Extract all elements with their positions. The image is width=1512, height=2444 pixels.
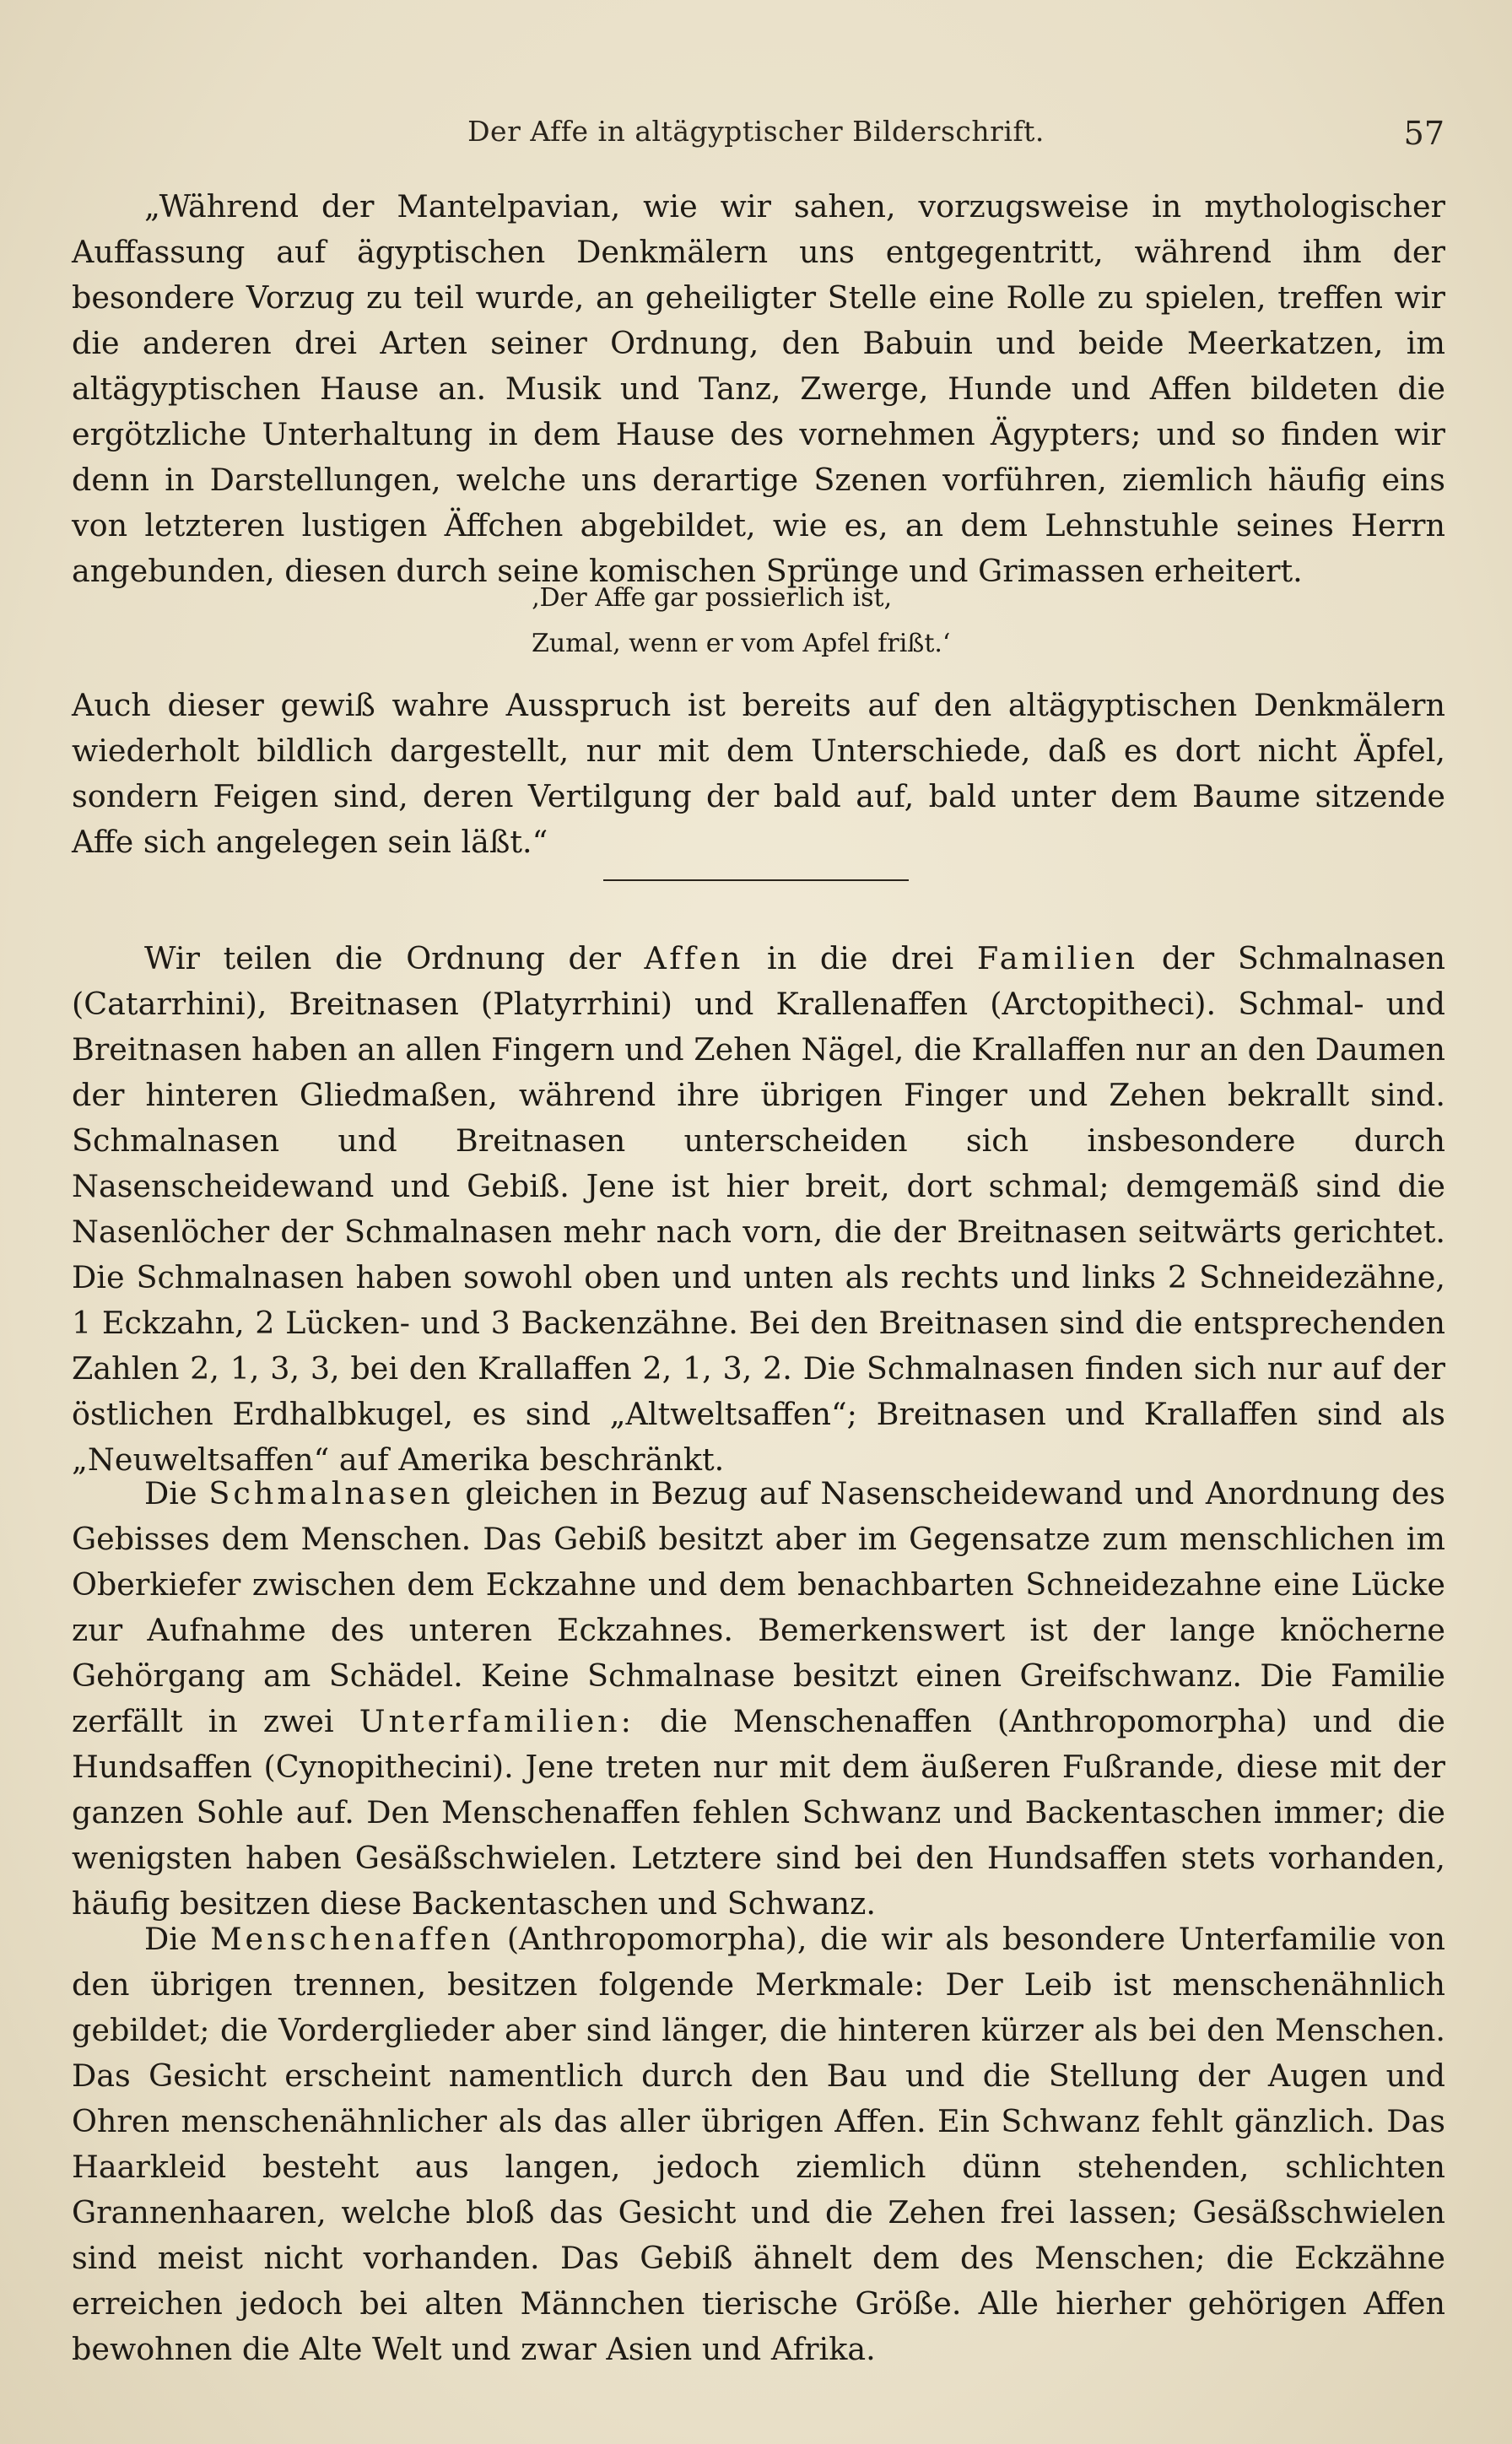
text-run: Die [144,1475,209,1511]
body-block-1 [72,936,1445,1483]
text-run: gleichen in Bezug auf Nasenscheidewand und Anordnung des Gebisses dem Menschen. Das Gebiß besitzt aber im Gegensatze zum menschlichen im Oberkiefer zwischen dem Eckzahne und dem benachbarten Schneidezahne eine Lücke zur Aufnahme des unteren Eckzahnes. Bemerkenswert ist der lange knöcherne Gehörgang am Schädel. Keine Schmalnase besitzt einen Greifschwanz. Die Familie zerfällt in zwei [72,1475,1445,1739]
spaced-term: Affen [644,940,744,976]
text-run: in die drei [743,940,977,976]
text-run: (Anthropomorpha), die wir als besondere Unterfamilie von den übrigen trennen, besitzen folgende Merkmale: Der Leib ist menschenähnlich gebildet; die Vorderglieder aber sind länger, die hinteren kürzer als bei den Menschen. Das Gesicht erscheint namentlich durch den Bau und die Stellung der Augen und Ohren menschenähnlicher als das aller übrigen Affen. Ein Schwanz fehlt gänzlich. Das Haarkleid besteht aus langen, jedoch ziemlich dünn stehenden, schlichten Grannenhaaren, welche bloß das Gesicht und die Zehen frei lassen; Gesäßschwielen sind meist nicht vorhanden. Das Gebiß ähnelt dem des Menschen; die Eckzähne erreichen jedoch bei alten Männchen tierische Größe. Alle hierher gehörigen Affen bewohnen die Alte Welt und zwar Asien und Afrika. [72,1921,1445,2367]
spaced-term: Menschenaffen [210,1921,494,1957]
section-divider [603,879,909,881]
quote-intro-block [72,184,1445,594]
text-run: Wir teilen die Ordnung der [144,940,645,976]
quote-closing-block [72,683,1445,865]
running-head: Der Affe in altägyptischer Bilderschrift. [467,115,1045,148]
text-run: Die [144,1921,211,1957]
verse-line: Zumal, wenn er vom Apfel frißt.‘ [532,629,951,658]
verse-line: ‚Der Affe gar possierlich ist, [532,583,893,613]
body-block-3 [72,1917,1445,2372]
body-paragraph-3 [72,1917,1445,2372]
quote-intro-paragraph: „Während der Mantelpavian, wie wir sahen, vorzugsweise in mythologischer Auffassung auf ägyptischen Denkmälern uns entgegentritt, während ihm der besondere Vorzug zu teil wurde, an geheiligter Stelle eine Rolle zu spielen, treffen wir die anderen drei Arten seiner Ordnung, den Babuin und beide Meerkatzen, im altägyptischen Hause an. Musik und Tanz, Zwerge, Hunde und Affen bildeten die ergötzliche Unterhaltung in dem Hause des vornehmen Ägypters; und so finden wir denn in Darstellungen, welche uns derartige Szenen vorführen, ziemlich häufig eins von letzteren lustigen Äffchen abgebildet, wie es, an dem Lehnstuhle seines Herrn angebunden, diesen durch seine komischen Sprünge und Grimassen erheitert. [72,188,1445,589]
text-run: die Menschenaffen (Anthropomorpha) und die Hundsaffen (Cynopithecini). Jene treten nur mit dem äußeren Fußrande, diese mit der ganzen Sohle auf. Den Menschenaffen fehlen Schwanz und Backentaschen immer; die wenigsten haben Gesäßschwielen. Letztere sind bei den Hundsaffen stets vorhanden, häufig besitzen diese Backentaschen und Schwanz. [72,1703,1445,1922]
page-number: 57 [1403,115,1444,152]
body-paragraph-2 [72,1471,1445,1927]
text-run: der Schmalnasen (Catarrhini), Breitnasen (Platyrrhini) und Krallenaffen (Arctopitheci). Schmal- und Breitnasen haben an allen Fingern und Zehen Nägel, die Krallaffen nur an den Daumen der hinteren Gliedmaßen, während ihre übrigen Finger und Zehen bekrallt sind. Schmalnasen und Breitnasen unterscheiden sich insbesondere durch Nasenscheidewand und Gebiß. Jene ist hier breit, dort schmal; demgemäß sind die Nasenlöcher der Schmalnasen mehr nach vorn, die der Breitnasen seitwärts gerichtet. Die Schmalnasen haben sowohl oben und unten als rechts und links 2 Schneidezähne, 1 Eckzahn, 2 Lücken- und 3 Backenzähne. Bei den Breitnasen sind die entsprechenden Zahlen 2, 1, 3, 3, bei den Krallaffen 2, 1, 3, 2. Die Schmalnasen finden sich nur auf der östlichen Erdhalbkugel, es sind „Altweltsaffen“; Breitnasen und Krallaffen sind als „Neuweltsaffen“ auf Amerika beschränkt. [72,940,1445,1478]
spaced-term: Unterfamilien: [359,1703,634,1739]
spaced-term: Familien [976,940,1139,976]
body-paragraph-1 [72,936,1445,1483]
spaced-term: Schmalnasen [208,1475,454,1511]
quote-closing-paragraph: Auch dieser gewiß wahre Ausspruch ist bereits auf den altägyptischen Denkmälern wiederholt bildlich dargestellt, nur mit dem Unterschiede, daß es dort nicht Äpfel, sondern Feigen sind, deren Vertilgung der bald auf, bald unter dem Baume sitzende Affe sich angelegen sein läßt.“ [72,687,1445,860]
body-block-2 [72,1471,1445,1927]
verse-block [532,576,950,667]
